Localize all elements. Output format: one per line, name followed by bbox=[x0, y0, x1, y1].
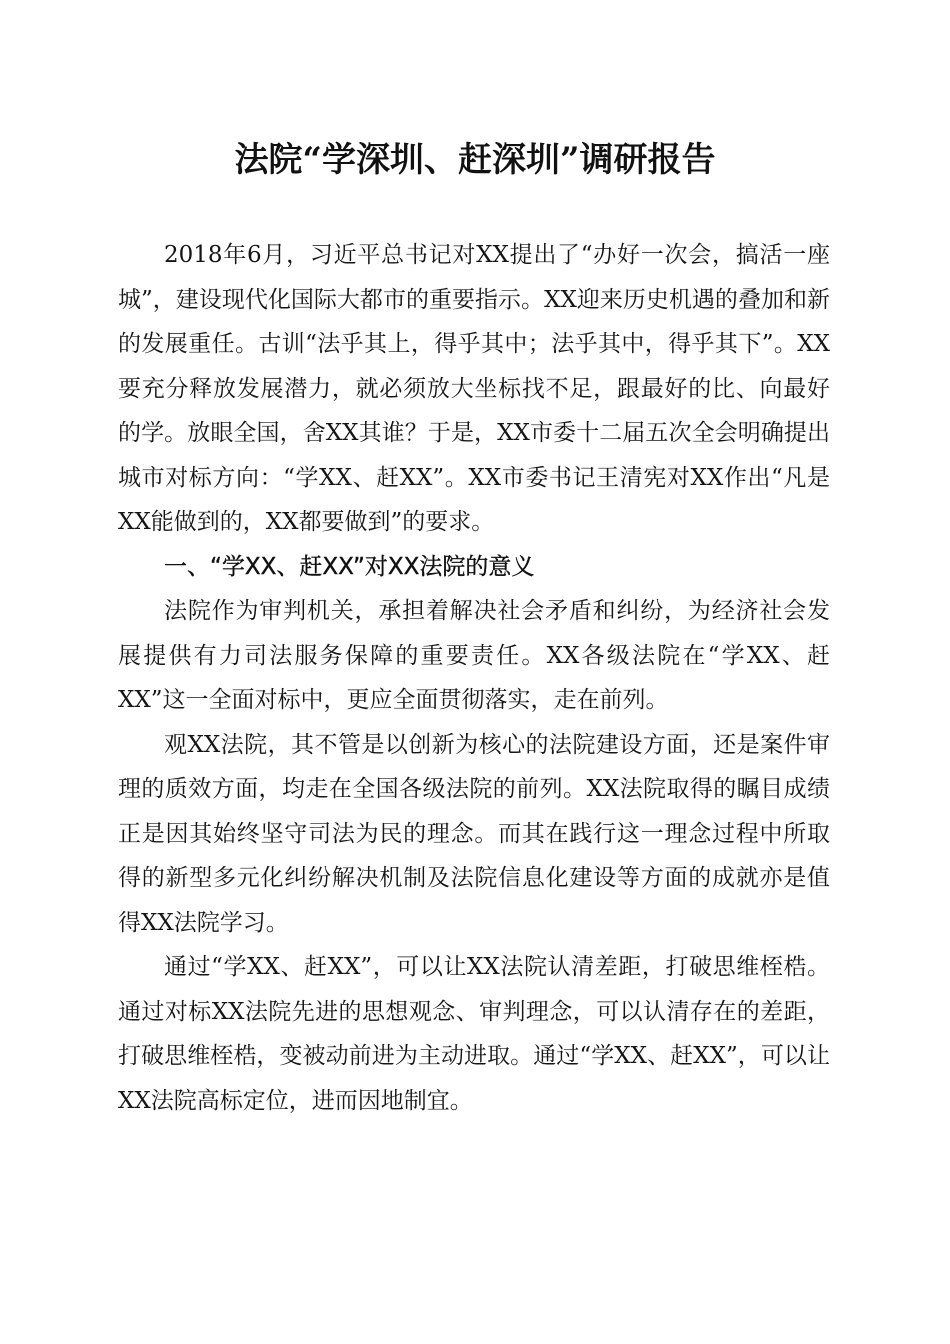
body-paragraph: 通过“学XX、赶XX”，可以让XX法院认清差距，打破思维桎梏。通过对标XX法院先进的思想观念、审判理念，可以认清存在的差距，打破思维桎梏，变被动前进为主动进取。通过“学XX、赶XX”，可以让XX法院高标定位，进而因地制宜。 bbox=[118, 954, 830, 1114]
page-title: 法院“学深圳、赶深圳”调研报告 bbox=[234, 140, 716, 180]
section-heading: 一、“学XX、赶XX”对XX法院的意义 bbox=[164, 553, 535, 580]
intro-paragraph: 2018年6月，习近平总书记对XX提出了“办好一次会，搞活一座城”，建设现代化国际大都市的重要指示。XX迎来历史机遇的叠加和新的发展重任。古训“法乎其上，得乎其中；法乎其中，得乎其下”。XX要充分释放发展潜力，就必须放大坐标找不足，跟最好的比、向最好的学。放眼全国，舍XX其谁？于是，XX市委十二届五次全会明确提出城市对标方向：“学XX、赶XX”。XX市委书记王清宪对XX作出“凡是XX能做到的，XX都要做到”的要求。 bbox=[118, 242, 830, 535]
document-body bbox=[118, 233, 830, 1123]
body-paragraph: 观XX法院，其不管是以创新为核心的法院建设方面，还是案件审理的质效方面，均走在全国各级法院的前列。XX法院取得的瞩目成绩正是因其始终坚守司法为民的理念。而其在践行这一理念过程中所取得的新型多元化纠纷解决机制及法院信息化建设等方面的成就亦是值得XX法院学习。 bbox=[118, 731, 830, 936]
body-paragraph: 法院作为审判机关，承担着解决社会矛盾和纠纷，为经济社会发展提供有力司法服务保障的重要责任。XX各级法院在“学XX、赶XX”这一全面对标中，更应全面贯彻落实，走在前列。 bbox=[118, 598, 830, 713]
